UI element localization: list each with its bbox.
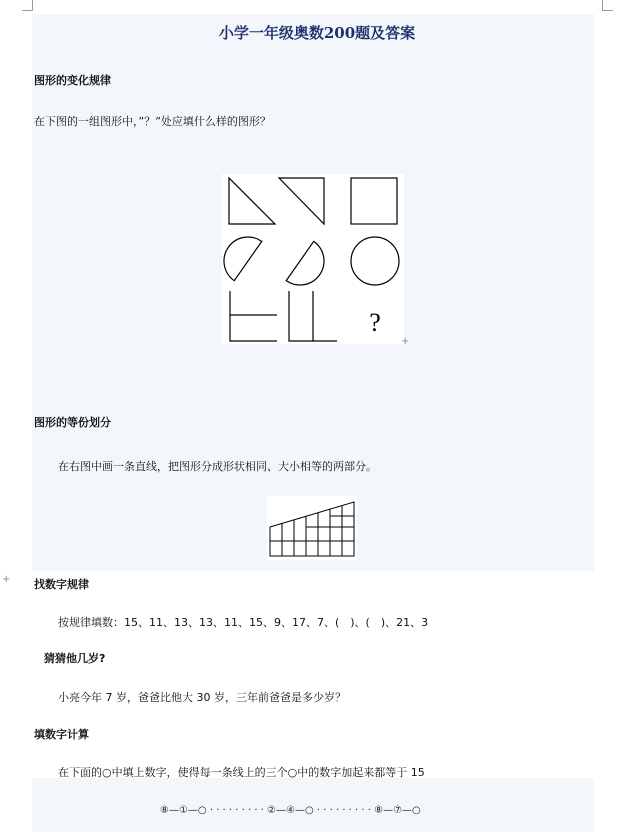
page-corner-mark-right: [602, 0, 613, 11]
grid-figure: [267, 496, 357, 560]
question-guess-age: 小亮今年 7 岁，爸爸比他大 30 岁，三年前爸爸是多少岁？: [58, 691, 346, 704]
section-heading-equal-division: 图形的等份划分: [34, 416, 111, 429]
triangle-shape-1: [229, 178, 275, 224]
document-title: 小学一年级奥数200题及答案: [218, 24, 416, 42]
circle-shape: [351, 237, 399, 285]
section-heading-shape-pattern: 图形的变化规律: [34, 74, 111, 87]
section-heading-number-pattern: 找数字规律: [34, 578, 89, 591]
anchor-mark: +: [401, 336, 410, 347]
number-circle-strip: ⑧—①—○ · · · · · · · · · ②—④—○ · · · · · · · · · ⑧—⑦—○: [160, 805, 421, 816]
shape-pattern-drawing: [222, 174, 404, 344]
grid-drawing: [267, 496, 357, 560]
shape-pattern-figure: [222, 174, 404, 344]
triangle-shape-2: [279, 178, 324, 224]
corner-shape-1: [230, 291, 277, 341]
section-heading-number-fill: 填数字计算: [34, 728, 89, 741]
section-heading-guess-age: 猜猜他几岁?: [44, 652, 106, 665]
question-mark: ?: [369, 308, 381, 337]
square-shape: [351, 178, 397, 224]
half-circle-shape-2: [286, 241, 333, 294]
question-number-pattern: 按规律填数：15、11、13、13、11、15、9、17、7、( )、( )、21、3: [58, 616, 429, 629]
page-corner-mark-left: [22, 0, 33, 11]
question-equal-division: 在右图中画一条直线，把图形分成形状相同、大小相等的两部分。: [58, 460, 377, 473]
question-number-fill: 在下面的○中填上数字，使得每一条线上的三个○中的数字加起来都等于 15: [58, 766, 425, 779]
half-circle-shape-1: [222, 228, 262, 281]
question-shape-pattern: 在下图的一组图形中，”？”处应填什么样的图形？: [34, 115, 271, 128]
left-margin-mark: +: [2, 574, 11, 585]
